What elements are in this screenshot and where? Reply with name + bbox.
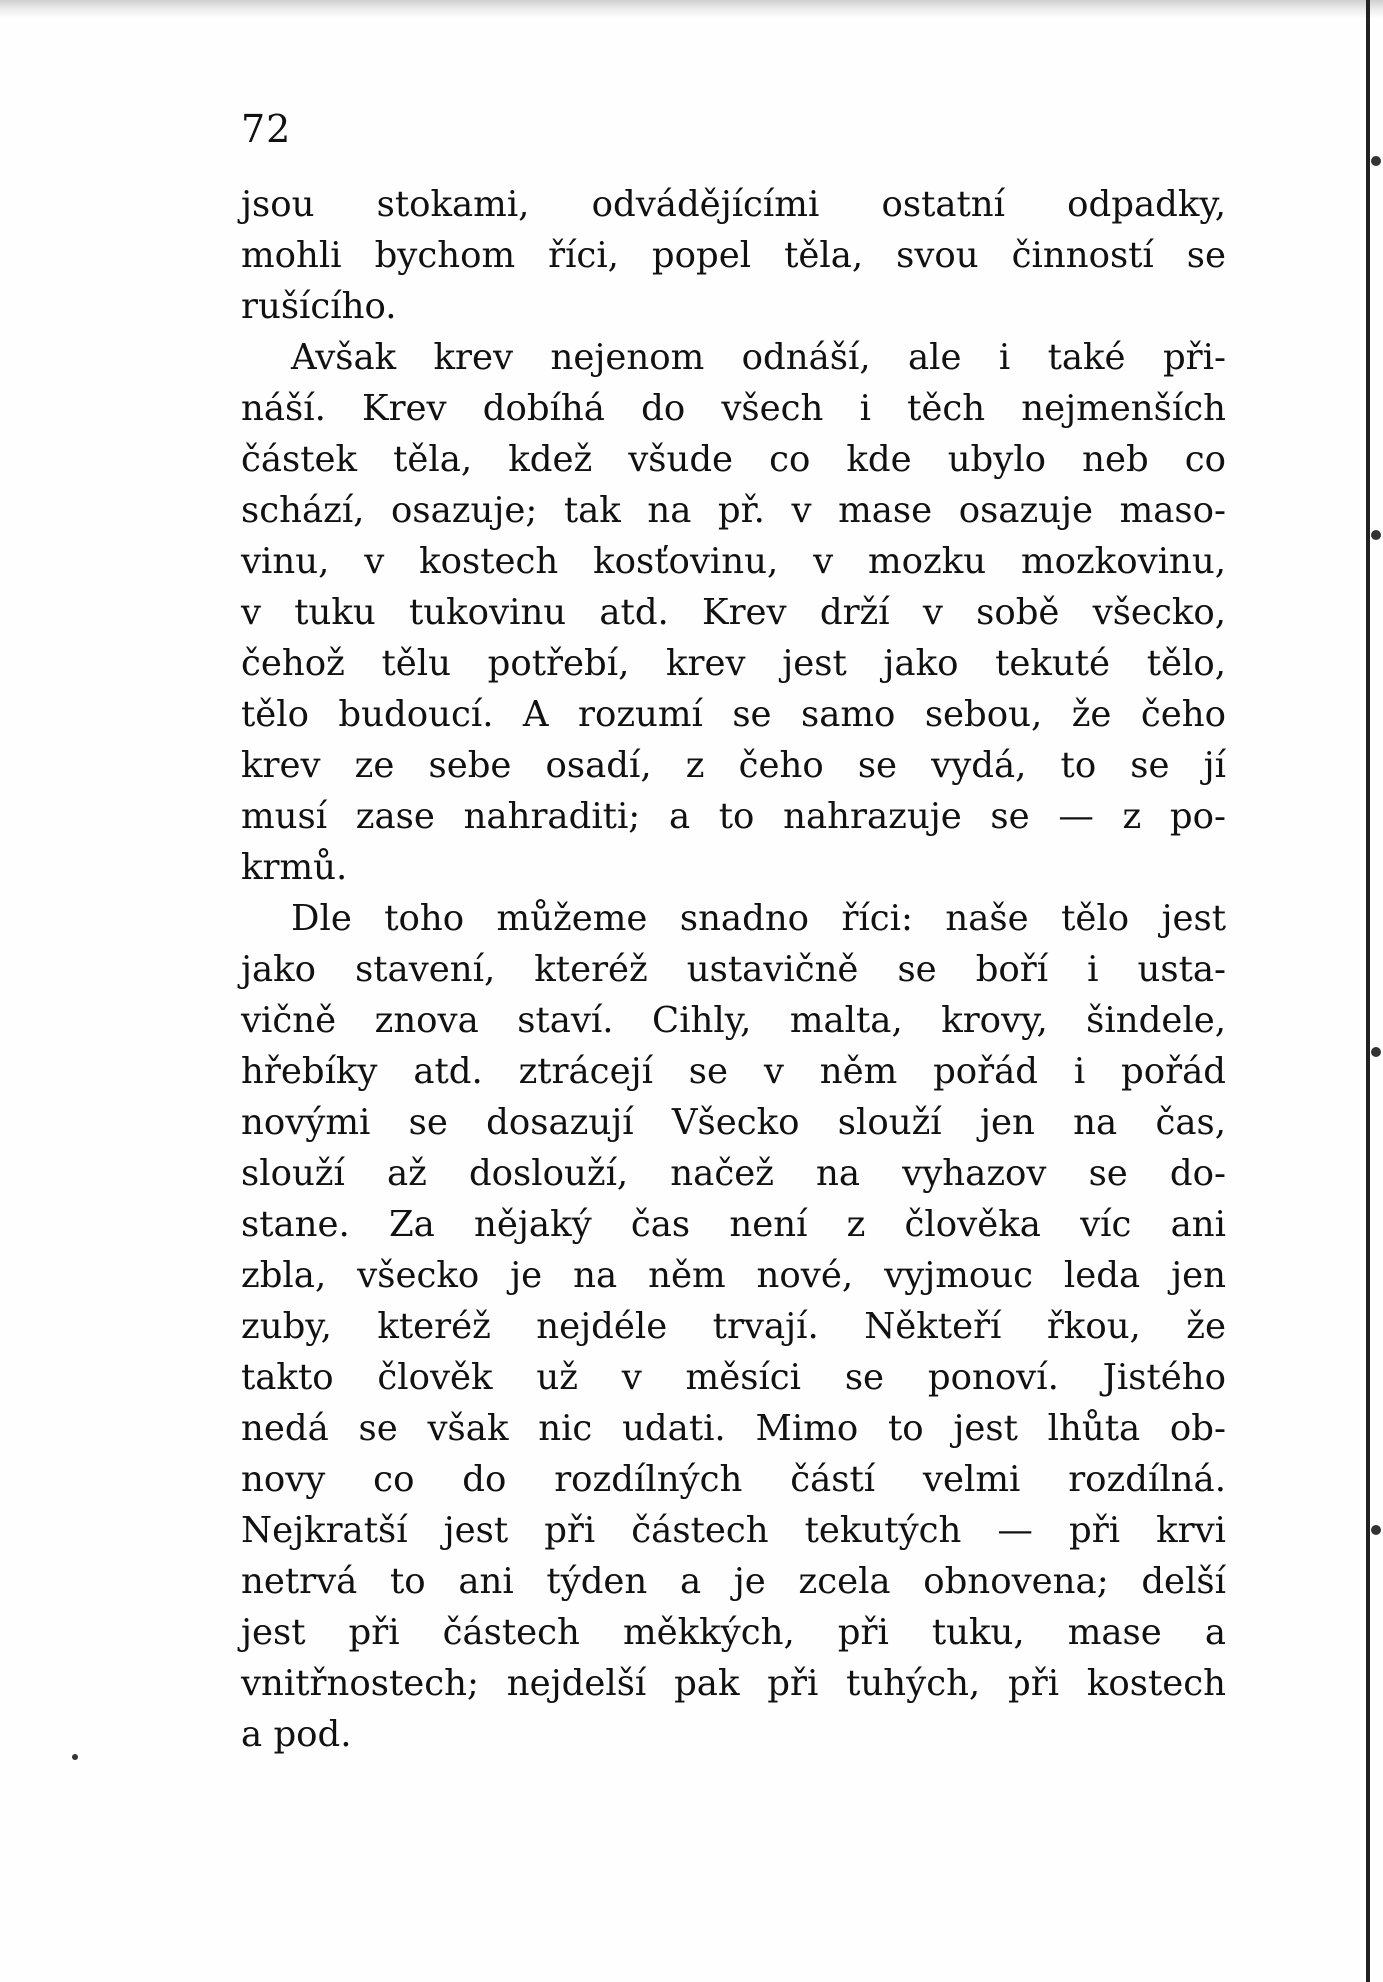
text-line: novými se dosazují Všecko slouží jen na čas, bbox=[241, 1102, 1226, 1143]
scan-mark-dot bbox=[1371, 156, 1381, 166]
text-line: vičně znova staví. Cihly, malta, krovy, šindele, bbox=[241, 1000, 1226, 1041]
text-line: rušícího. bbox=[241, 286, 397, 327]
text-line: krev ze sebe osadí, z čeho se vydá, to se jí bbox=[241, 745, 1226, 786]
scan-speck bbox=[72, 1754, 78, 1760]
text-line: v tuku tukovinu atd. Krev drží v sobě všecko, bbox=[241, 592, 1226, 633]
text-line: Nejkratší jest při částech tekutých — při krvi bbox=[241, 1510, 1226, 1551]
text-line: mohli bychom říci, popel těla, svou činností se bbox=[241, 235, 1226, 276]
text-line: a pod. bbox=[241, 1714, 352, 1755]
text-line: vinu, v kostech kosťovinu, v mozku mozkovinu, bbox=[241, 541, 1226, 582]
text-line: Dle toho můžeme snadno říci: naše tělo jest bbox=[291, 898, 1226, 939]
text-line: jest při částech měkkých, při tuku, mase a bbox=[241, 1612, 1226, 1653]
scan-mark-dot bbox=[1371, 1047, 1381, 1057]
text-line: novy co do rozdílných částí velmi rozdílná. bbox=[241, 1459, 1226, 1500]
text-line: čehož tělu potřebí, krev jest jako tekuté tělo, bbox=[241, 643, 1226, 684]
text-line: vnitřnostech; nejdelší pak při tuhých, při kostech bbox=[241, 1663, 1226, 1704]
scan-mark-dot bbox=[1371, 1525, 1381, 1535]
text-line: nedá se však nic udati. Mimo to jest lhůta ob- bbox=[241, 1408, 1226, 1449]
text-line: částek těla, kdež všude co kde ubylo neb co bbox=[241, 439, 1226, 480]
text-line: takto člověk už v měsíci se ponoví. Jistého bbox=[241, 1357, 1226, 1398]
text-line: zbla, všecko je na něm nové, vyjmouc leda jen bbox=[241, 1255, 1226, 1296]
text-line: jako stavení, kteréž ustavičně se boří i usta- bbox=[241, 949, 1226, 990]
scan-mark-dot bbox=[1371, 530, 1381, 540]
text-line: schází, osazuje; tak na př. v mase osazuje maso- bbox=[241, 490, 1226, 531]
text-line: náší. Krev dobíhá do všech i těch nejmenších bbox=[241, 388, 1226, 429]
text-line: zuby, kteréž nejdéle trvají. Někteří řkou, že bbox=[241, 1306, 1226, 1347]
text-line: musí zase nahraditi; a to nahrazuje se — z po- bbox=[241, 796, 1226, 837]
text-line: stane. Za nějaký čas není z člověka víc ani bbox=[241, 1204, 1226, 1245]
scan-edge-right bbox=[1366, 0, 1370, 1982]
body-text bbox=[241, 179, 1226, 1760]
text-line: Avšak krev nejenom odnáší, ale i také při- bbox=[291, 337, 1226, 378]
text-line: tělo budoucí. A rozumí se samo sebou, že čeho bbox=[241, 694, 1226, 735]
text-line: slouží až doslouží, načež na vyhazov se do- bbox=[241, 1153, 1226, 1194]
text-line: netrvá to ani týden a je zcela obnovena; delší bbox=[241, 1561, 1226, 1602]
page-number: 72 bbox=[241, 107, 292, 151]
text-line: hřebíky atd. ztrácejí se v něm pořád i pořád bbox=[241, 1051, 1226, 1092]
text-line: jsou stokami, odvádějícími ostatní odpadky, bbox=[241, 184, 1226, 225]
text-line: krmů. bbox=[241, 847, 348, 888]
scan-shadow-top bbox=[0, 0, 1383, 18]
